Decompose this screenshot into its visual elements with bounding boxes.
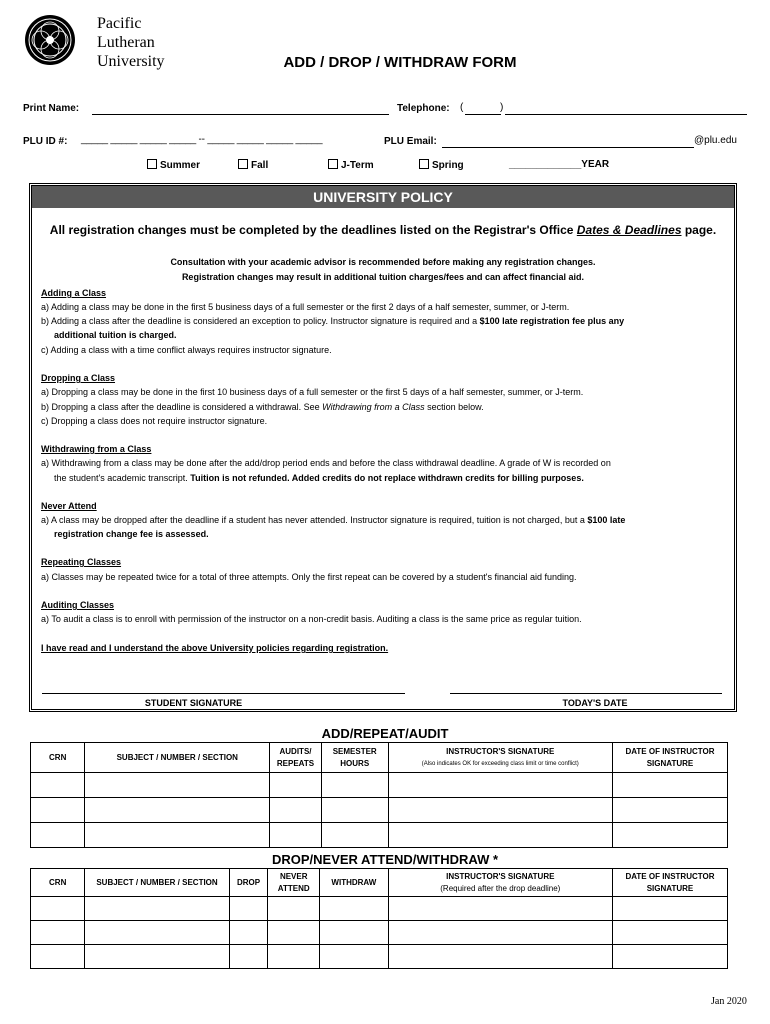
policy-lead-text: All registration changes must be completed by the deadlines listed on the Registrar's Office [49, 223, 577, 237]
cell-input[interactable] [85, 897, 229, 921]
col-instructor-date [612, 869, 727, 897]
col-line: REPEATS [276, 758, 315, 768]
checkbox-icon[interactable] [328, 159, 338, 169]
term-option-spring[interactable] [419, 159, 464, 171]
col-note: (Also indicates OK for exceeding class limit or time conflict) [421, 760, 579, 767]
cell-input[interactable] [612, 798, 727, 823]
cell-input[interactable] [229, 897, 268, 921]
dropping-rule-b [41, 400, 724, 414]
cell-input[interactable] [321, 798, 388, 823]
telephone-area-code-field[interactable] [465, 102, 504, 115]
col-crn: CRN [31, 743, 85, 773]
todays-date-label: TODAY'S DATE [562, 698, 628, 708]
table-header-row [31, 869, 728, 897]
cell-input[interactable] [268, 897, 320, 921]
rule-bold-text: Tuition is not refunded. Added credits do not replace withdrawn credits for billing purposes. [190, 473, 584, 483]
cell-input[interactable] [270, 773, 322, 798]
col-instructor-date [612, 743, 727, 773]
cell-input[interactable] [321, 773, 388, 798]
col-line: SEMESTER [332, 746, 377, 756]
col-line: HOURS [340, 758, 370, 768]
never-attend-heading: Never Attend [41, 501, 97, 511]
cell-input[interactable] [229, 921, 268, 945]
cell-input[interactable] [388, 945, 612, 969]
cell-input[interactable] [612, 897, 727, 921]
cell-input[interactable] [31, 823, 85, 848]
cell-input[interactable] [85, 798, 270, 823]
cell-input[interactable] [85, 823, 270, 848]
dropping-heading: Dropping a Class [41, 373, 116, 383]
auditing-rule-a: a) To audit a class is to enroll with permission of the instructor on a non-credit basis. Auditing a class is the same price as regular tuition. [41, 614, 582, 624]
dropping-rule-a: a) Dropping a class may be done in the first 10 business days of a full semester or the first 5 days of a half semester, summer, or J-term. [41, 387, 584, 397]
col-line: SIGNATURE [646, 883, 694, 893]
telephone-area-close: ) [500, 102, 504, 113]
col-drop: DROP [229, 869, 268, 897]
col-audits-repeats [270, 743, 322, 773]
col-line: INSTRUCTOR'S SIGNATURE [446, 746, 555, 756]
adding-heading: Adding a Class [41, 288, 107, 298]
todays-date-line[interactable] [450, 691, 722, 694]
col-withdraw: WITHDRAW [320, 869, 389, 897]
telephone-label: Telephone: [397, 103, 450, 114]
drop-table [30, 868, 728, 969]
table-row[interactable] [31, 921, 728, 945]
financial-aid-note: Registration changes may result in additional tuition charges/fees and can affect financial aid. [181, 272, 585, 282]
cell-input[interactable] [229, 945, 268, 969]
term-label: Summer [160, 160, 201, 171]
cell-input[interactable] [388, 897, 612, 921]
plu-id-field[interactable]: _____ _____ _____ _____ -- _____ _____ _____ _____ [81, 134, 323, 145]
term-label: Spring [432, 160, 464, 171]
plu-email-label: PLU Email: [384, 136, 437, 147]
cell-input[interactable] [612, 773, 727, 798]
col-instructor-signature [388, 869, 612, 897]
col-line: ATTEND [277, 883, 310, 893]
table-header-row [31, 743, 728, 773]
rule-italic-text: Withdrawing from a Class [322, 402, 425, 412]
rule-bold-text: $100 late registration fee plus any [479, 316, 625, 326]
checkbox-icon[interactable] [419, 159, 429, 169]
col-line: DATE OF INSTRUCTOR [625, 746, 715, 756]
term-label: Fall [251, 160, 269, 171]
term-label: J-Term [341, 160, 374, 171]
cell-input[interactable] [388, 798, 612, 823]
print-name-label: Print Name: [23, 103, 80, 114]
col-line: SIGNATURE [646, 758, 694, 768]
checkbox-icon[interactable] [147, 159, 157, 169]
policy-lead-end: page. [681, 223, 717, 237]
withdraw-heading: Withdrawing from a Class [41, 444, 152, 454]
term-option-jterm[interactable] [328, 159, 374, 171]
cell-input[interactable] [31, 773, 85, 798]
print-name-field[interactable] [92, 104, 389, 115]
cell-input[interactable] [612, 823, 727, 848]
term-option-fall[interactable] [238, 159, 268, 171]
col-line: AUDITS/ [279, 746, 312, 756]
dropping-rule-c: c) Dropping a class does not require instructor signature. [41, 416, 268, 426]
form-title: ADD / DROP / WITHDRAW FORM [283, 54, 517, 71]
adding-rule-a: a) Adding a class may be done in the first 5 business days of a full semester or the first 2 days of a half semester, summer, or J-term. [41, 302, 570, 312]
adding-rule-b-cont: additional tuition is charged. [54, 330, 177, 340]
university-name-line: Pacific [97, 15, 142, 32]
adding-rule-c: c) Adding a class with a time conflict always requires instructor signature. [41, 345, 332, 355]
cell-input[interactable] [270, 798, 322, 823]
consultation-note: Consultation with your academic advisor is recommended before making any registration changes. [170, 257, 596, 267]
col-instructor-signature [388, 743, 612, 773]
plu-email-field[interactable] [442, 137, 694, 148]
cell-input[interactable] [388, 921, 612, 945]
cell-input[interactable] [31, 921, 85, 945]
cell-input[interactable] [612, 945, 727, 969]
acknowledgement: I have read and I understand the above University policies regarding registration. [41, 643, 389, 653]
university-name-line: Lutheran [97, 34, 155, 51]
col-line: INSTRUCTOR'S SIGNATURE [446, 871, 555, 881]
cell-input[interactable] [270, 823, 322, 848]
cell-input[interactable] [388, 823, 612, 848]
cell-input[interactable] [85, 945, 229, 969]
rule-text: b) Dropping a class after the deadline is considered a withdrawal. See [41, 402, 323, 412]
plu-id-label: PLU ID #: [23, 136, 68, 147]
university-name-line: University [97, 53, 165, 70]
repeating-rule-a: a) Classes may be repeated twice for a total of three attempts. Only the first repeat can be covered by a student's financial aid funding. [41, 572, 577, 582]
cell-input[interactable] [268, 921, 320, 945]
student-signature-line[interactable] [42, 691, 405, 694]
table-row[interactable] [31, 823, 728, 848]
cell-input[interactable] [612, 921, 727, 945]
col-line: DATE OF INSTRUCTOR [625, 871, 715, 881]
dates-deadlines-link[interactable]: Dates & Deadlines [576, 223, 682, 237]
policy-heading: UNIVERSITY POLICY [32, 186, 734, 208]
col-subject: SUBJECT / NUMBER / SECTION [85, 869, 229, 897]
never-attend-rule-a-cont: registration change fee is assessed. [54, 529, 209, 539]
cell-input[interactable] [31, 945, 85, 969]
cell-input[interactable] [321, 823, 388, 848]
policy-lead [32, 223, 734, 237]
never-attend-rule-a [41, 513, 724, 527]
cell-input[interactable] [320, 945, 389, 969]
cell-input[interactable] [320, 897, 389, 921]
telephone-area-open: ( [460, 102, 464, 113]
revision-date: Jan 2020 [711, 996, 747, 1007]
rule-text: b) Adding a class after the deadline is considered an exception to policy. Instructor signature is required and a [41, 316, 480, 326]
university-policy-box [29, 183, 737, 712]
add-table-title: ADD/REPEAT/AUDIT [321, 726, 449, 741]
checkbox-icon[interactable] [238, 159, 248, 169]
drop-table-title: DROP/NEVER ATTEND/WITHDRAW * [271, 852, 499, 867]
cell-input[interactable] [388, 773, 612, 798]
cell-input[interactable] [31, 897, 85, 921]
table-row[interactable] [31, 945, 728, 969]
rule-bold-text: $100 late [587, 515, 626, 525]
email-domain: @plu.edu [694, 135, 737, 146]
year-field[interactable]: _____________YEAR [509, 159, 610, 170]
col-semester-hours [321, 743, 388, 773]
table-row[interactable] [31, 897, 728, 921]
cell-input[interactable] [85, 773, 270, 798]
col-never-attend [268, 869, 320, 897]
add-table [30, 742, 728, 848]
rule-text: a) A class may be dropped after the deadline if a student has never attended. Instructor signature is required, tuition is not charged, but a [41, 515, 588, 525]
term-option-summer[interactable] [147, 159, 200, 171]
repeating-heading: Repeating Classes [41, 557, 122, 567]
col-crn: CRN [31, 869, 85, 897]
col-note: (Required after the drop deadline) [440, 883, 561, 893]
telephone-field[interactable] [505, 104, 747, 115]
cell-input[interactable] [320, 921, 389, 945]
cell-input[interactable] [268, 945, 320, 969]
col-line: NEVER [279, 871, 308, 881]
col-subject: SUBJECT / NUMBER / SECTION [85, 743, 270, 773]
cell-input[interactable] [31, 798, 85, 823]
rule-text: section below. [424, 402, 484, 412]
rule-text: the student's academic transcript. [54, 473, 191, 483]
adding-rule-b [41, 314, 724, 328]
table-row[interactable] [31, 798, 728, 823]
withdraw-rule-a: a) Withdrawing from a class may be done after the add/drop period ends and before the class withdrawal deadline. A grade of W is recorded on [41, 458, 611, 468]
student-signature-label: STUDENT SIGNATURE [144, 698, 243, 708]
table-row[interactable] [31, 773, 728, 798]
withdraw-rule-a-cont [41, 471, 724, 485]
cell-input[interactable] [85, 921, 229, 945]
auditing-heading: Auditing Classes [41, 600, 115, 610]
